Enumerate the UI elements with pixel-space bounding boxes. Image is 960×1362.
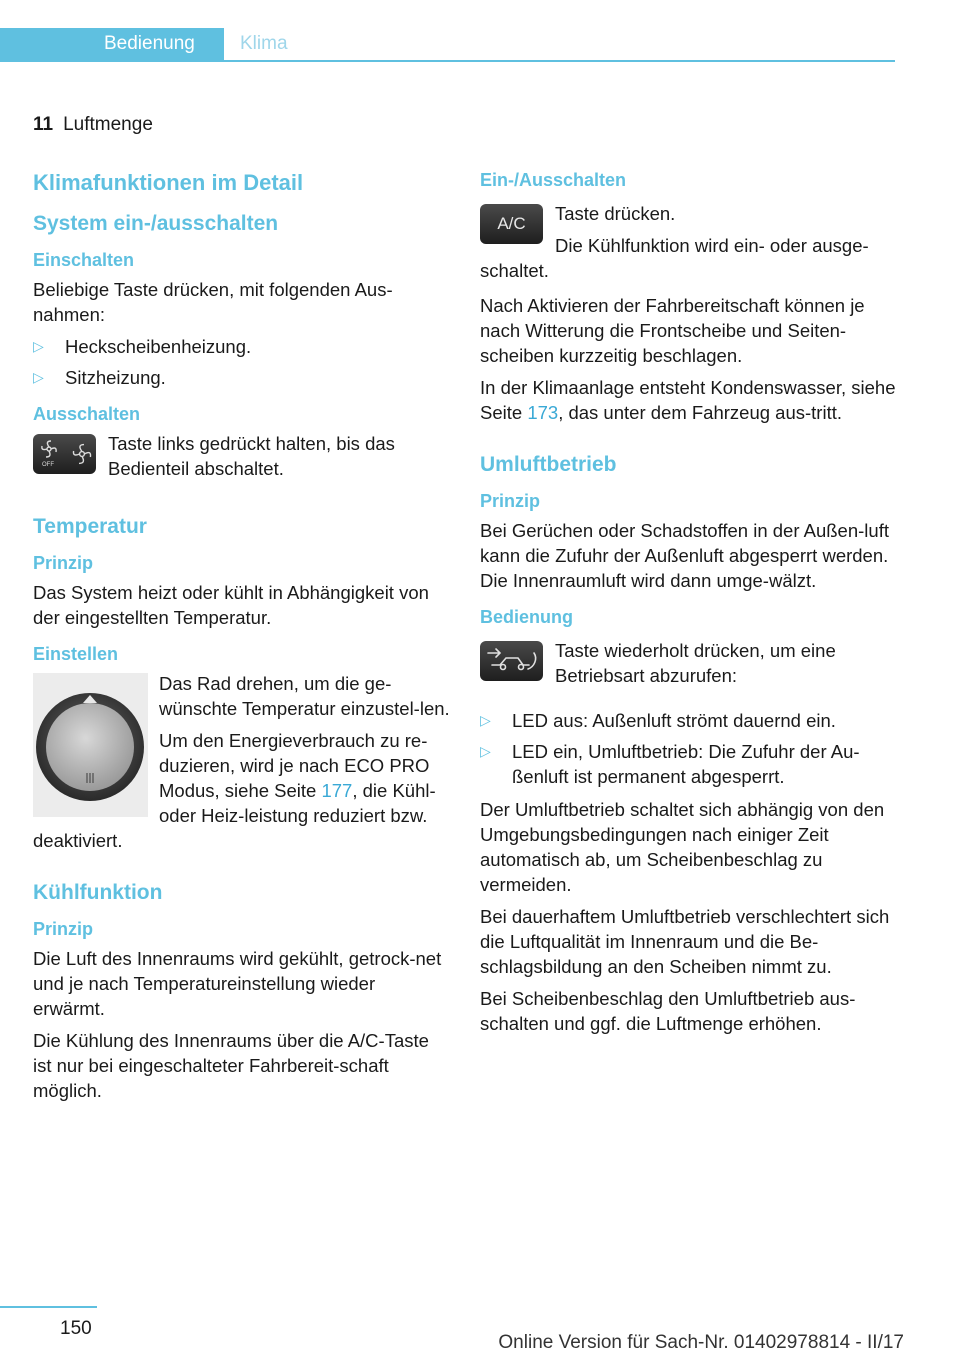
kuehl-prinzip-heading: Prinzip (33, 919, 94, 939)
einstellen-block (33, 671, 451, 853)
list-item: ▷ LED ein, Umluftbetrieb: Die Zufuhr der Au-ßenluft ist permanent abgesperrt. (480, 741, 860, 787)
einstellen-text-1: Das Rad drehen, um die ge-wünschte Temperatur einzustel-len. (159, 673, 450, 719)
bedienung-heading: Bedienung (480, 607, 573, 627)
svg-text:OFF: OFF (42, 462, 54, 468)
einaus-heading: Ein-/Ausschalten (480, 170, 627, 190)
einstellen-heading: Einstellen (33, 644, 119, 664)
paragraph-kondenswasser: In der Klimaanlage entsteht Kondenswasser, siehe Seite 173, das unter dem Fahrzeug aus-tritt. (480, 377, 896, 423)
right-column (480, 170, 898, 1043)
tab-klima[interactable]: Klima (240, 33, 288, 54)
ac-block (480, 201, 898, 283)
temperatur-prinzip-text: Das System heizt oder kühlt in Abhängigkeit von der eingestellten Temperatur. (33, 582, 429, 628)
list-item: ▷ LED aus: Außenluft strömt dauernd ein. (480, 710, 836, 731)
fan-off-button-icon (33, 434, 96, 474)
ac-text-1: Taste drücken. (555, 203, 676, 224)
footer-divider (0, 1306, 97, 1308)
temperature-knob-icon (33, 673, 148, 817)
kuehlfunktion-heading: Kühlfunktion (33, 881, 163, 904)
list-item-luftmenge (33, 114, 153, 136)
temperatur-heading: Temperatur (33, 515, 147, 538)
umluft-block (480, 638, 898, 694)
einschalten-heading: Einschalten (33, 250, 135, 270)
ausschalten-heading: Ausschalten (33, 404, 141, 424)
left-column (33, 170, 451, 1110)
triangle-bullet-icon: ▷ (480, 743, 491, 759)
umluft-prinzip-text: Bei Gerüchen oder Schadstoffen in der Außen-luft kann die Zufuhr der Außenluft abgesperrt werden. Die Innenraumluft wird dann umge-wälzt. (480, 520, 889, 591)
paragraph-umluft-dauer: Bei dauerhaftem Umluftbetrieb verschlechtert sich die Luftqualität im Innenraum und die Be-schlagsbildung an den Scheiben nimmt zu. (480, 906, 890, 977)
triangle-bullet-icon: ▷ (480, 712, 491, 728)
ausschalten-text: Taste links gedrückt halten, bis das Bedienteil abschaltet. (108, 433, 395, 479)
page-link-177[interactable]: 177 (321, 780, 353, 801)
page-link-173[interactable]: 173 (527, 402, 559, 423)
item-number: 11 (33, 114, 54, 135)
page-number: 150 (60, 1318, 92, 1339)
temperatur-prinzip-heading: Prinzip (33, 553, 94, 573)
ac-button-icon: A/C (480, 204, 543, 244)
umluft-prinzip-heading: Prinzip (480, 491, 541, 511)
einschalten-exceptions (33, 334, 451, 390)
footer-note: Online Version für Sach-Nr. 01402978814 - II/17 (498, 1332, 904, 1353)
einstellen-text-2: Um den Energieverbrauch zu re-duzieren, wird je nach ECO PRO Modus, siehe Seite 177, die Kühl- oder Heiz-leistung reduziert bzw. deaktiviert. (33, 730, 436, 851)
kuehl-text-2: Die Kühlung des Innenraums über die A/C-Taste ist nur bei eingeschalteter Fahrbereit-schaft möglich. (33, 1030, 429, 1101)
list-item: ▷ Sitzheizung. (33, 367, 166, 388)
paragraph-umluft-auto: Der Umluftbetrieb schaltet sich abhängig von den Umgebungsbedingungen nach einiger Zeit automatisch ab, um Scheibenbeschlag zu vermeiden. (480, 799, 885, 895)
paragraph-umluft-beschlag: Bei Scheibenbeschlag den Umluftbetrieb aus-schalten und ggf. die Luftmenge erhöhen. (480, 988, 856, 1034)
ac-text-2: Die Kühlfunktion wird ein- oder ausge-schaltet. (480, 235, 869, 281)
einschalten-text: Beliebige Taste drücken, mit folgenden Aus-nahmen: (33, 279, 393, 325)
system-heading: System ein-/ausschalten (33, 212, 279, 235)
umluft-heading: Umluftbetrieb (480, 453, 617, 476)
tab-bedienung[interactable]: Bedienung (0, 28, 224, 60)
item-label: Luftmenge (63, 114, 153, 135)
list-item: ▷ Heckscheibenheizung. (33, 336, 252, 357)
ausschalten-block (33, 431, 451, 487)
triangle-bullet-icon: ▷ (33, 338, 44, 354)
triangle-bullet-icon: ▷ (33, 369, 44, 385)
recirculation-button-icon (480, 641, 543, 681)
bedienung-text: Taste wiederholt drücken, um eine Betriebsart abzurufen: (555, 640, 836, 686)
kuehl-text-1: Die Luft des Innenraums wird gekühlt, getrock-net und je nach Temperatureinstellung wieder erwärmt. (33, 948, 442, 1019)
umluft-modes (480, 708, 898, 789)
section-title: Klimafunktionen im Detail (33, 170, 304, 195)
header-tabs (0, 28, 895, 62)
paragraph-fahrbereitschaft: Nach Aktivieren der Fahrbereitschaft können je nach Witterung die Frontscheibe und Seiten-scheiben kurzzeitig beschlagen. (480, 295, 865, 366)
